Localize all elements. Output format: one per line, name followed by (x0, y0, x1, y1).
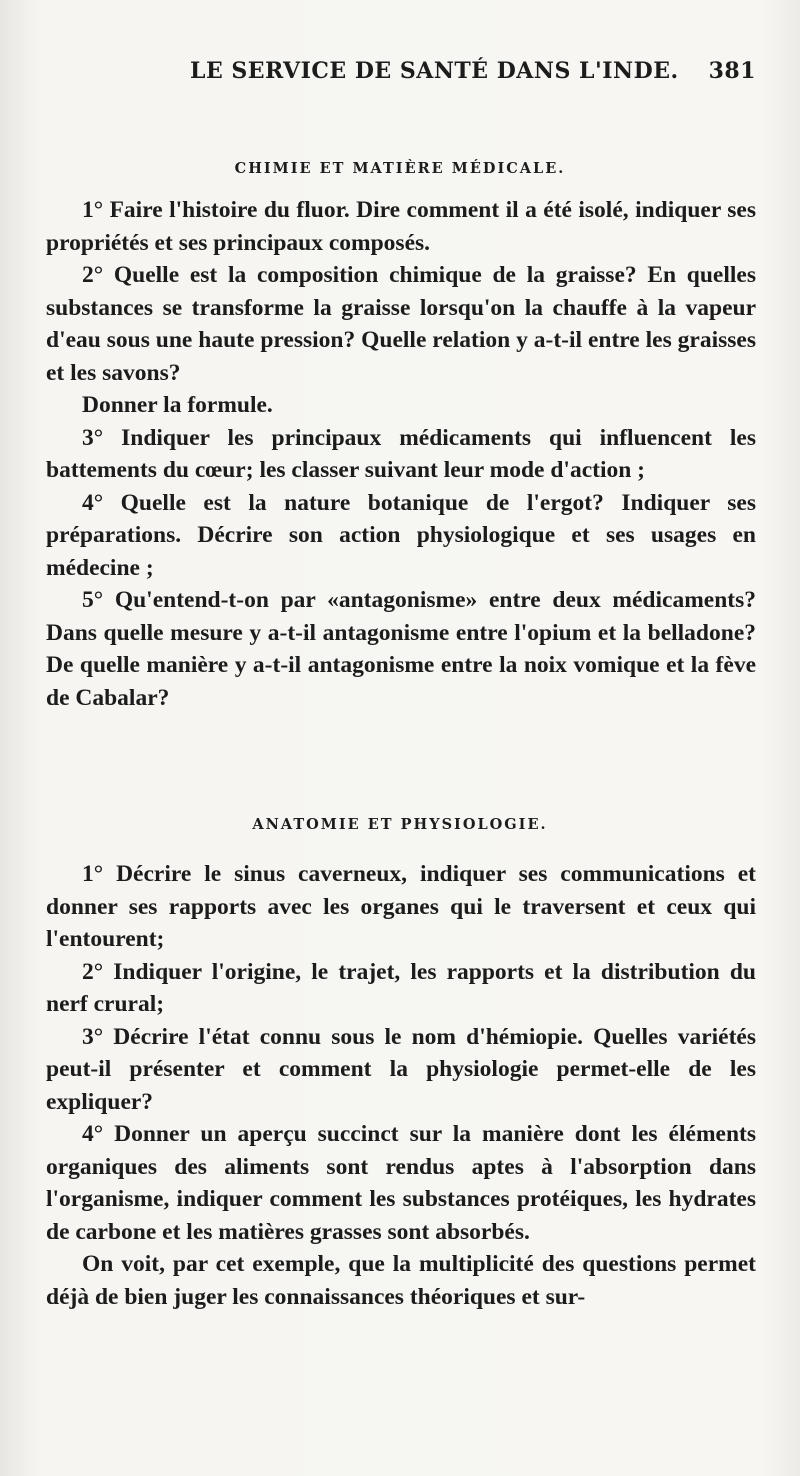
paragraph: 4° Quelle est la nature botanique de l'ergot? Indiquer ses préparations. Décrire son action physiologique et ses usages en médecine ; (46, 489, 756, 581)
paragraph: Donner la formule. (82, 392, 273, 418)
paragraph: 1° Décrire le sinus caverneux, indiquer ses communications et donner ses rapports avec les organes qui le traversent et ceux qui l'entourent; (46, 861, 756, 952)
section-heading-chemistry: CHIMIE ET MATIÈRE MÉDICALE. (234, 160, 566, 177)
running-title: LE SERVICE DE SANTÉ DANS L'INDE. (190, 58, 679, 84)
paragraph: 4° Donner un aperçu succinct sur la manière dont les éléments organiques des aliments sont rendus aptes à l'absorption dans l'organisme, indiquer comment les substances protéiques, les hydrates de carbone et les matières grasses sont absorbés. (46, 1121, 756, 1245)
section-body-chemistry (46, 194, 756, 714)
paragraph: 1° Faire l'histoire du fluor. Dire comment il a été isolé, indiquer ses propriétés et ses principaux composés. (46, 197, 756, 256)
page-number: 381 (708, 58, 756, 84)
paragraph: On voit, par cet exemple, que la multiplicité des questions permet déjà de bien juger les connaissances théoriques et sur- (46, 1251, 756, 1310)
paragraph: 2° Indiquer l'origine, le trajet, les rapports et la distribution du nerf crural; (46, 958, 756, 1017)
paragraph: 3° Indiquer les principaux médicaments qui influencent les battements du cœur; les classer suivant leur mode d'action ; (46, 424, 756, 483)
paragraph: 2° Quelle est la composition chimique de la graisse? En quelles substances se transforme la graisse lorsqu'on la chauffe à la vapeur d'eau sous une haute pression? Quelle relation y a-t-il entre les graisses et les savons? (46, 262, 756, 386)
paragraph: 5° Qu'entend-t-on par «antagonisme» entre deux médicaments? Dans quelle mesure y a-t-il antagonisme entre l'opium et la belladone? De quelle manière y a-t-il antagonisme entre la noix vomique et la fève de Cabalar? (46, 587, 756, 711)
paragraph: 3° Décrire l'état connu sous le nom d'hémiopie. Quelles variétés peut-il présenter et comment la physiologie permet-elle de les expliquer? (46, 1023, 756, 1115)
section-body-anatomy (46, 858, 756, 1313)
section-heading-anatomy: ANATOMIE ET PHYSIOLOGIE. (252, 816, 548, 833)
running-header (190, 58, 770, 94)
